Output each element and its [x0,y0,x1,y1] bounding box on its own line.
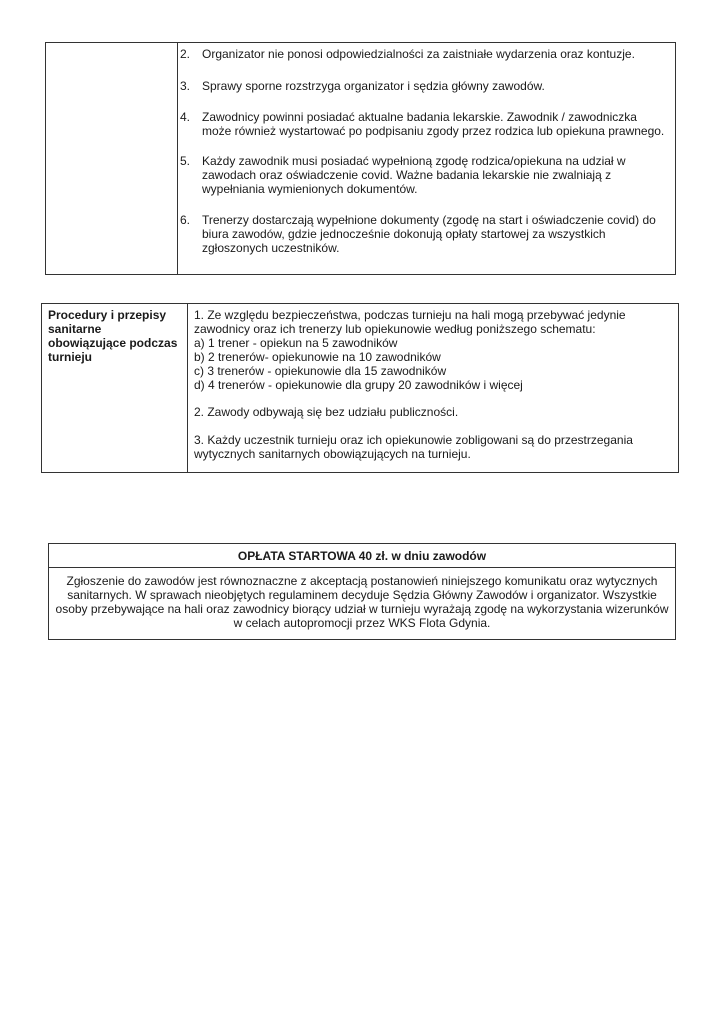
row-divider [49,567,675,568]
sanitary-procedures-table [41,303,679,473]
rule-text: Sprawy sporne rozstrzyga organizator i sędzia główny zawodów. [202,79,545,93]
fee-title: OPŁATA STARTOWA 40 zł. w dniu zawodów [237,549,487,563]
rules-table [45,42,676,275]
section-label: Procedury i przepisy sanitarne obowiązujące podczas turnieju [48,308,178,364]
rule-number: 3. [180,79,191,93]
procedure-line: 3. Każdy uczestnik turnieju oraz ich opiekunowie zobligowani są do przestrzegania [194,433,633,447]
rule-text: Zawodnicy powinni posiadać aktualne badania lekarskie. Zawodnik / zawodniczka może również wystartować po podpisaniu zgody przez rodzica lub opiekuna prawnego. [202,110,665,138]
column-divider [187,304,188,472]
rule-number: 2. [180,47,191,61]
procedure-line: b) 2 trenerów- opiekunowie na 10 zawodników [194,350,441,364]
fee-text-line: Zgłoszenie do zawodów jest równoznaczne z akceptacją postanowień niniejszego komunikatu oraz wytycznych [66,574,658,588]
rule-number: 6. [180,213,191,227]
procedure-line: c) 3 trenerów - opiekunowie dla 15 zawodników [194,364,447,378]
fee-text-line: osoby przebywające na hali oraz zawodnicy biorący udział w turnieju wyrażają zgodę na wykorzystania wizerunków [55,602,669,616]
procedure-line: 1. Ze względu bezpieczeństwa, podczas turnieju na hali mogą przebywać jedynie [194,308,626,322]
column-divider [177,43,178,274]
procedure-line: a) 1 trener - opiekun na 5 zawodników [194,336,398,350]
procedure-line: 2. Zawody odbywają się bez udziału publiczności. [194,405,459,419]
rule-number: 4. [180,110,191,124]
fee-text-line: sanitarnych. W sprawach nieobjętych regulaminem decyduje Sędzia Główny Zawodów i organizator. Wszystkie [67,588,657,602]
rule-text: Każdy zawodnik musi posiadać wypełnioną zgodę rodzica/opiekuna na udział w zawodach oraz oświadczenie covid. Ważne badania lekarskie nie zwalniają z wypełniania wymienionych dokumentów. [202,154,626,196]
entry-fee-table [48,543,676,640]
rule-text: Organizator nie ponosi odpowiedzialności za zaistniałe wydarzenia oraz kontuzje. [202,47,635,61]
procedure-line: d) 4 trenerów - opiekunowie dla grupy 20 zawodników i więcej [194,378,523,392]
rule-number: 5. [180,154,191,168]
procedure-line: zawodnicy oraz ich trenerzy lub opiekunowie według poniższego schematu: [194,322,596,336]
rule-text: Trenerzy dostarczają wypełnione dokumenty (zgodę na start i oświadczenie covid) do biura zawodów, gdzie jednocześnie dokonują opłaty startowej za wszystkich zgłoszonych uczestników. [202,213,656,255]
fee-text-line: w celach autopromocji przez WKS Flota Gdynia. [233,616,491,630]
procedure-line: wytycznych sanitarnych obowiązujących na turnieju. [194,447,471,461]
